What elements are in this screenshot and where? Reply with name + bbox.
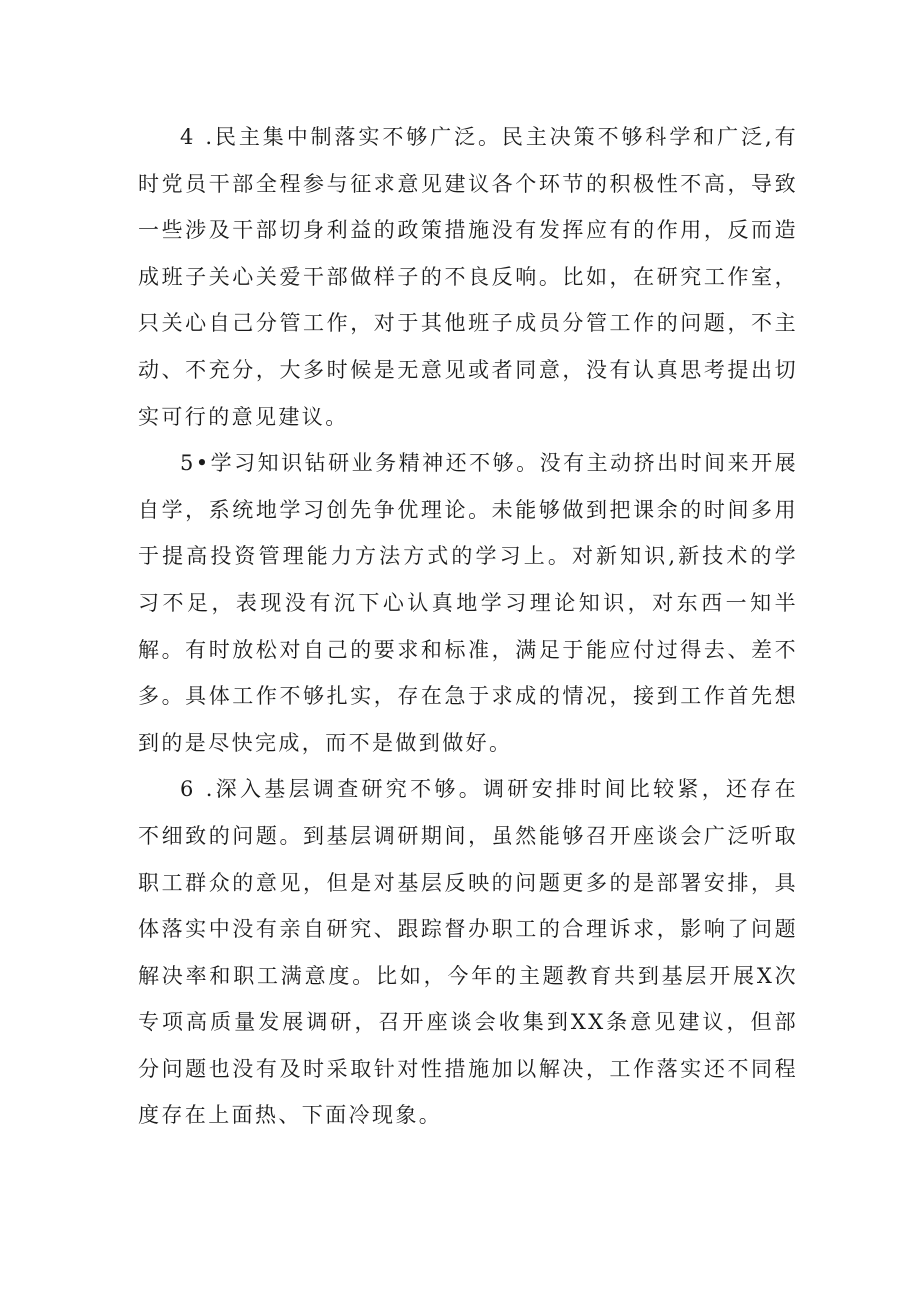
- paragraph-4-democratic-centralism: 4 .民主集中制落实不够广泛。民主决策不够科学和广泛,有时党员干部全程参与征求意见建议各个环节的积极性不高，导致一些涉及干部切身利益的政策措施没有发挥应有的作用，反而造成班子关心关爱干部做样子的不良反响。比如，在研究工作室，只关心自己分管工作，对于其他班子成员分管工作的问题，不主动、不充分，大多时候是无意见或者同意，没有认真思考提出切实可行的意见建议。: [138, 125, 798, 429]
- document-body: [138, 114, 798, 1139]
- paragraph-5-study-knowledge: 5•学习知识钻研业务精神还不够。没有主动挤出时间来开展自学，系统地学习创先争优理论。未能够做到把课余的时间多用于提高投资管理能力方法方式的学习上。对新知识,新技术的学习不足，表现没有沉下心认真地学习理论知识，对东西一知半解。有时放松对自己的要求和标准，满足于能应付过得去、差不多。具体工作不够扎实，存在急于求成的情况，接到工作首先想到的是尽快完成，而不是做到做好。: [138, 451, 798, 755]
- paragraph-6-grassroots-research: 6 .深入基层调查研究不够。调研安排时间比较紧，还存在不细致的问题。到基层调研期间，虽然能够召开座谈会广泛听取职工群众的意见，但是对基层反映的问题更多的是部署安排，具体落实中没有亲自研究、跟踪督办职工的合理诉求，影响了问题解决率和职工满意度。比如，今年的主题教育共到基层开展X次专项高质量发展调研，召开座谈会收集到XX条意见建议，但部分问题也没有及时采取针对性措施加以解决，工作落实还不同程度存在上面热、下面冷现象。: [138, 777, 798, 1128]
